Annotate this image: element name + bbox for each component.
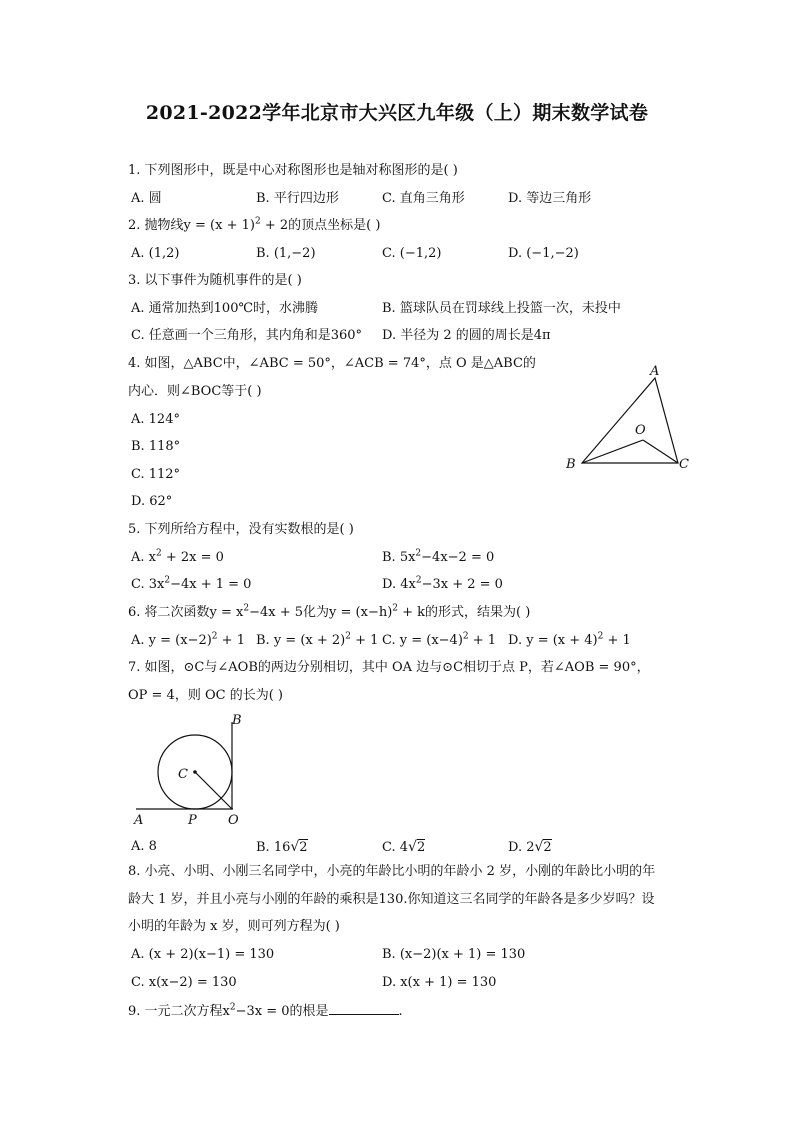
q7-label-b: B [232,713,242,728]
q8-stem-line1: 8. 小亮、小明、小刚三名同学中，小亮的年龄比小明的年龄小 2 岁，小刚的年龄比小明的年 [128,864,656,879]
q8-option-d: D. x(x + 1) = 130 [382,975,497,990]
q4-option-d: D. 62° [131,494,173,509]
q5-option-c: C. $3x^2-4x + 1 = 0$ [131,575,252,592]
q8-option-a: A. (x + 2)(x−1) = 130 [131,947,275,962]
q7-label-a: A [134,813,144,828]
q4-triangle-figure [560,360,700,480]
q6-option-a: A. $y = (x-2)^2 + 1$ [131,631,245,648]
q9-answer-blank[interactable] [329,1002,399,1015]
q8-stem-line3: 小明的年龄为 x 岁，则可列方程为( ) [128,919,340,934]
q6-option-b: B. $y = (x + 2)^2 + 1$ [256,631,379,648]
page-title: 2021-2022学年北京市大兴区九年级（上）期末数学试卷 [145,102,649,124]
q7-label-o: O [228,813,239,828]
q7-stem-line1: 7. 如图，⊙C与∠AOB的两边分别相切，其中 OA 边与⊙C相切于点 P，若∠AOB = 90°， [128,660,650,675]
q5-option-d: D. $4x^2-3x + 2 = 0$ [382,575,503,592]
q7-option-a: A. 8 [131,839,157,854]
q4-option-b: B. 118° [131,439,181,454]
q1-stem: 1. 下列图形中，既是中心对称图形也是轴对称图形的是( ) [128,163,458,178]
q2-option-b: B. (1,−2) [256,246,316,261]
q3-option-a: A. 通常加热到100℃时，水沸腾 [131,301,319,316]
q2-stem: 2. 抛物线$y = (x + 1)^2 + 2$的顶点坐标是( ) [128,216,381,233]
q4-label-o: O [635,423,646,438]
q7-stem-line2: OP = 4，则 OC 的长为( ) [128,688,283,703]
q7-option-c: C. 4√2 [382,839,426,855]
q8-option-c: C. x(x−2) = 130 [131,975,237,990]
q7-label-p: P [188,813,197,828]
q1-option-a: A. 圆 [131,191,162,206]
q4-label-c: C [679,457,689,472]
q3-option-b: B. 篮球队员在罚球线上投篮一次，未投中 [382,301,621,316]
q6-option-c: C. $y = (x-4)^2 + 1$ [382,631,497,648]
q7-label-c: C [178,767,188,782]
triangle-abc [582,378,678,463]
q6-stem: 6. 将二次函数$y = x^2-4x + 5$化为$y = (x-h)^2 + k$的形式，结果为( ) [128,603,531,620]
q4-label-b: B [566,457,576,472]
q2-option-c: C. (−1,2) [382,246,442,261]
q7-option-b: B. 16√2 [256,839,308,855]
q8-option-b: B. (x−2)(x + 1) = 130 [382,947,526,962]
q6-option-d: D. $y = (x + 4)^2 + 1$ [508,631,631,648]
q8-stem-line2: 龄大 1 岁，并且小亮与小刚的年龄的乘积是130.你知道这三名同学的年龄各是多少岁吗？设 [128,892,655,907]
q3-option-d: D. 半径为 2 的圆的周长是4π [382,328,551,343]
q1-option-c: C. 直角三角形 [382,191,465,206]
q3-option-c: C. 任意画一个三角形，其内角和是360° [131,328,363,343]
q9-stem: 9. 一元二次方程$x^2-3x = 0$的根是 . [128,1002,403,1019]
q2-option-a: A. (1,2) [131,246,180,261]
q4-option-c: C. 112° [131,467,181,482]
center-point-c [193,770,197,774]
q4-option-a: A. 124° [131,412,180,427]
q4-stem-line2: 内心．则∠BOC等于( ) [128,384,262,399]
q1-option-b: B. 平行四边形 [256,191,339,206]
q7-option-d: D. 2√2 [508,839,552,855]
q1-option-d: D. 等边三角形 [508,191,592,206]
q7-circle-figure [128,712,258,832]
q4-stem-line1: 4. 如图，△ABC中，∠ABC = 50°，∠ACB = 74°，点 O 是△ABC的 [128,356,536,371]
q3-stem: 3. 以下事件为随机事件的是( ) [128,273,302,288]
q5-stem: 5. 下列所给方程中，没有实数根的是( ) [128,522,354,537]
q5-option-a: A. $x^2 + 2x = 0$ [131,548,224,565]
q2-option-d: D. (−1,−2) [508,246,579,261]
q5-option-b: B. $5x^2-4x-2 = 0$ [382,548,495,565]
q4-label-a: A [650,364,660,379]
